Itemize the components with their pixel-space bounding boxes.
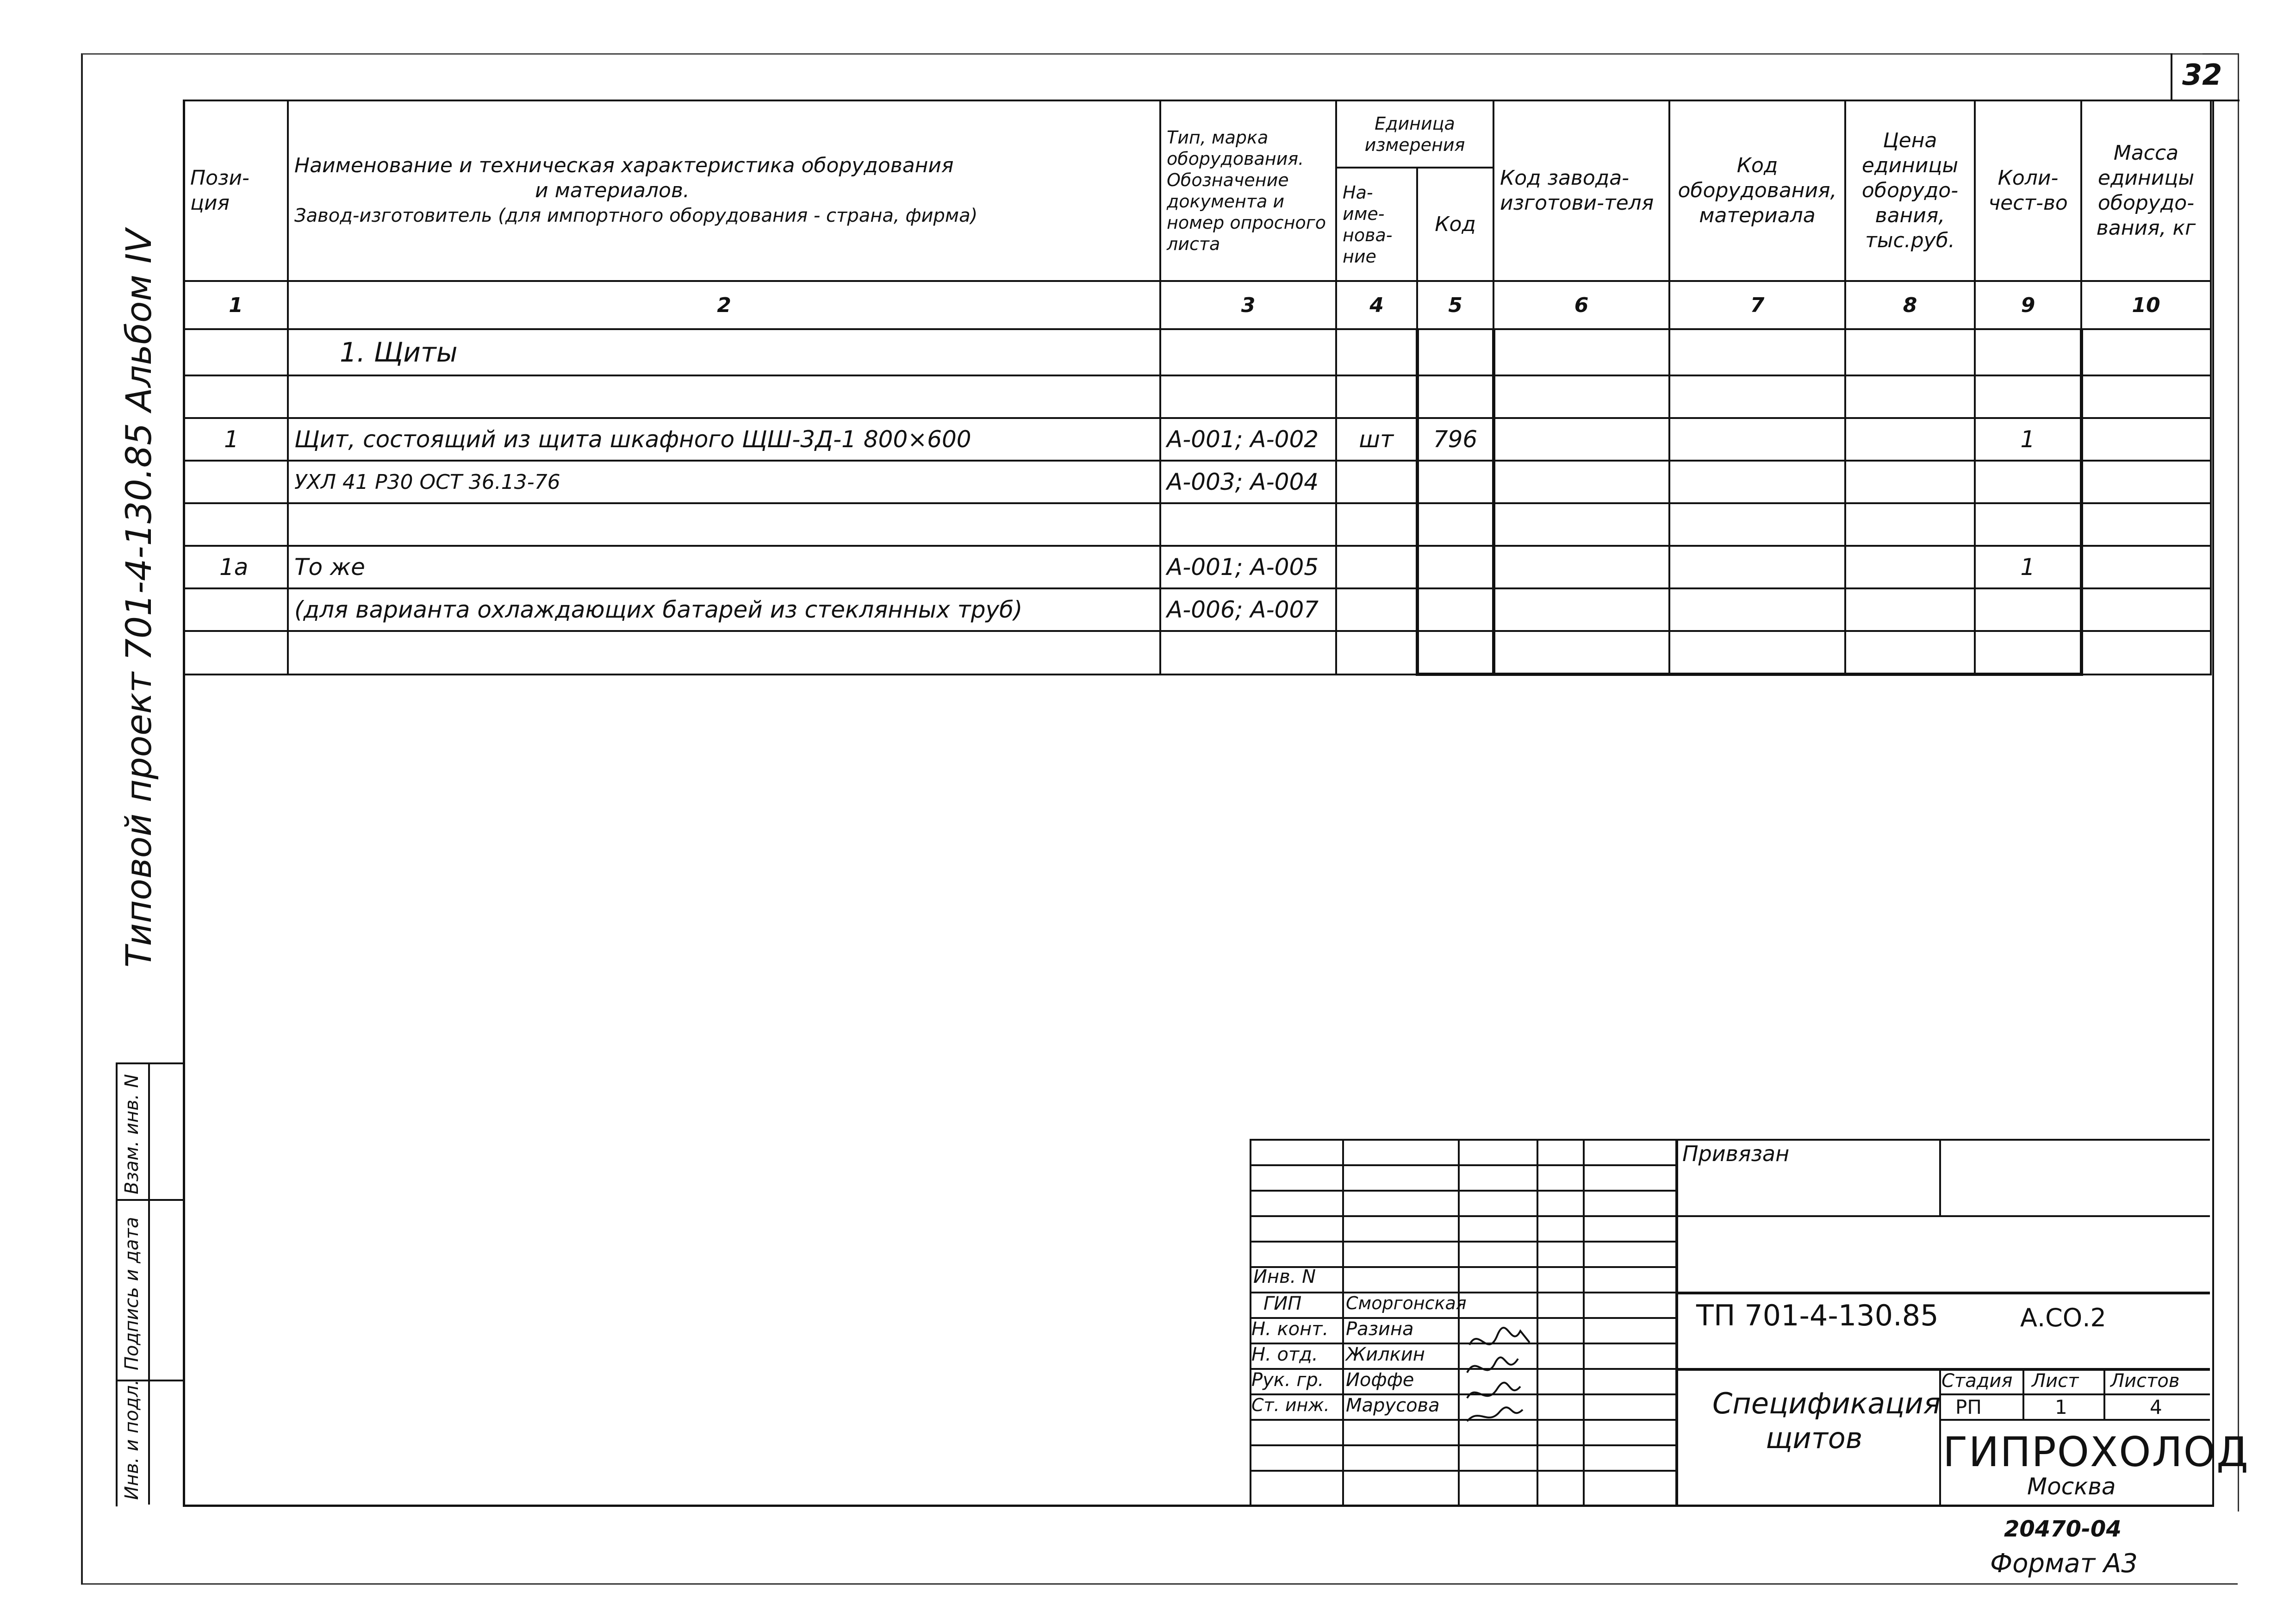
row-type <box>1160 329 1336 375</box>
row-code <box>1417 588 1493 631</box>
sheet-number: 32 <box>2182 58 2222 92</box>
row-unit <box>1336 329 1417 375</box>
column-number: 6 <box>1493 281 1669 329</box>
column-number: 7 <box>1669 281 1845 329</box>
row-name <box>288 375 1160 418</box>
row-type <box>1160 503 1336 546</box>
sheets-value: 4 <box>2150 1396 2162 1418</box>
row-quantity: 1 <box>1975 546 2081 588</box>
row-unit: шт <box>1336 418 1417 461</box>
header-equipment-code: Код оборудования, материала <box>1669 100 1845 281</box>
row-quantity <box>1975 329 2081 375</box>
sheet-label: Лист <box>2032 1370 2079 1392</box>
row-quantity <box>1975 461 2081 503</box>
attached-label: Привязан <box>1682 1141 1790 1166</box>
row-position: 1а <box>184 546 288 588</box>
header-position: Пози-ция <box>184 100 288 281</box>
table-row <box>184 631 2211 675</box>
staff-role: Ст. инж. <box>1251 1395 1330 1415</box>
row-code <box>1417 461 1493 503</box>
header-name-line3: Завод-изготовитель (для импортного оборудования - страна, фирма) <box>294 205 978 226</box>
row-position <box>184 461 288 503</box>
row-position: 1 <box>184 418 288 461</box>
row-code <box>1417 546 1493 588</box>
column-number: 1 <box>184 281 288 329</box>
header-unit-name: На-име-нова-ние <box>1336 168 1417 281</box>
inventory-number-label: Инв. N <box>1253 1266 1316 1287</box>
row-code <box>1417 503 1493 546</box>
row-type: А-001; А-002 <box>1160 418 1336 461</box>
row-type: А-001; А-005 <box>1160 546 1336 588</box>
header-price: Цена единицы оборудо-вания, тыс.руб. <box>1845 100 1975 281</box>
stage-label: Стадия <box>1941 1370 2013 1392</box>
header-mass: Масса единицы оборудо-вания, кг <box>2081 100 2211 281</box>
left-stamp-divider <box>148 1062 150 1505</box>
row-unit <box>1336 503 1417 546</box>
row-name: (для варианта охлаждающих батарей из стеклянных труб) <box>288 588 1160 631</box>
table-row <box>184 375 2211 418</box>
column-number: 9 <box>1975 281 2081 329</box>
row-quantity <box>1975 631 2081 675</box>
row-code <box>1417 329 1493 375</box>
row-type <box>1160 631 1336 675</box>
row-type: А-006; А-007 <box>1160 588 1336 631</box>
column-number: 8 <box>1845 281 1975 329</box>
staff-role: Н. отд. <box>1251 1344 1318 1365</box>
row-unit <box>1336 461 1417 503</box>
staff-role: Рук. гр. <box>1251 1369 1324 1391</box>
left-stamp-row-line <box>116 1199 183 1201</box>
document-number: ТП 701-4-130.85 <box>1696 1299 1939 1332</box>
row-code <box>1417 375 1493 418</box>
row-quantity <box>1975 375 2081 418</box>
row-type: А-003; А-004 <box>1160 461 1336 503</box>
row-code <box>1417 631 1493 675</box>
row-position <box>184 503 288 546</box>
row-code: 796 <box>1417 418 1493 461</box>
row-position <box>184 329 288 375</box>
table-row <box>184 588 2211 631</box>
stamp-replacement-inv-label: Взам. инв. N <box>121 1074 143 1194</box>
row-quantity: 1 <box>1975 418 2081 461</box>
table-row <box>184 461 2211 503</box>
table-row <box>184 329 2211 375</box>
column-number: 4 <box>1336 281 1417 329</box>
header-unit: Единица измерения <box>1336 100 1493 168</box>
document-title-line2: щитов <box>1766 1421 1863 1455</box>
stage-value: РП <box>1955 1396 1982 1418</box>
table-row <box>184 546 2211 588</box>
drawing-number: 20470-04 <box>2004 1516 2122 1542</box>
row-name: УХЛ 41 Р30 ОСТ 36.13-76 <box>288 461 1160 503</box>
row-position <box>184 375 288 418</box>
header-name-line1: Наименование и техническая характеристика оборудования <box>294 154 954 177</box>
column-number: 3 <box>1160 281 1336 329</box>
header-factory-code: Код завода-изготови-теля <box>1493 100 1669 281</box>
row-name <box>288 631 1160 675</box>
header-unit-code: Код <box>1417 168 1493 281</box>
table-row <box>184 418 2211 461</box>
staff-name: Марусова <box>1346 1395 1440 1416</box>
header-type: Тип, марка оборудования. Обозначение документа и номер опросного листа <box>1160 100 1336 281</box>
column-number: 2 <box>288 281 1160 329</box>
signatures-graphic <box>1460 1322 1585 1428</box>
row-position <box>184 588 288 631</box>
organization-city: Москва <box>2027 1473 2116 1500</box>
column-numbers-row <box>184 281 2211 329</box>
sheet-right-border <box>2238 53 2239 1512</box>
header-quantity: Коли-чест-во <box>1975 100 2081 281</box>
stamp-signature-date-label: Подпись и дата <box>121 1217 143 1370</box>
row-name <box>288 503 1160 546</box>
staff-name: Сморгонская <box>1346 1293 1467 1313</box>
organization-name: ГИПРОХОЛОД <box>1943 1428 2249 1476</box>
column-number: 5 <box>1417 281 1493 329</box>
row-unit <box>1336 631 1417 675</box>
sheets-label: Листов <box>2110 1370 2180 1392</box>
sheet-format: Формат А3 <box>1990 1549 2138 1579</box>
stamp-original-inv-label: Инв. и подл. <box>121 1379 143 1500</box>
table-row <box>184 503 2211 546</box>
staff-name: Жилкин <box>1346 1344 1425 1365</box>
row-name: То же <box>288 546 1160 588</box>
staff-name: Иоффе <box>1346 1369 1414 1391</box>
title-block <box>1250 1139 2249 1505</box>
specification-table <box>183 100 2212 676</box>
column-number: 10 <box>2081 281 2211 329</box>
row-type <box>1160 375 1336 418</box>
row-quantity <box>1975 503 2081 546</box>
sheet-value: 1 <box>2055 1396 2067 1418</box>
staff-name: Разина <box>1346 1318 1414 1340</box>
document-title-line1: Спецификация <box>1712 1387 1941 1420</box>
row-quantity <box>1975 588 2081 631</box>
document-code: А.СО.2 <box>2020 1303 2106 1332</box>
header-name-line2: и материалов. <box>535 179 690 202</box>
project-album-label: Типовой проект 701-4-130.85 Альбом IV <box>118 229 159 968</box>
row-unit <box>1336 546 1417 588</box>
staff-role: ГИП <box>1263 1293 1302 1314</box>
row-position <box>184 631 288 675</box>
header-name <box>288 100 1160 281</box>
staff-role: Н. конт. <box>1251 1318 1329 1340</box>
row-name: Щит, состоящий из щита шкафного ЩШ-3Д-1 800×600 <box>288 418 1160 461</box>
row-name: 1. Щиты <box>288 329 1160 375</box>
row-unit <box>1336 588 1417 631</box>
row-unit <box>1336 375 1417 418</box>
